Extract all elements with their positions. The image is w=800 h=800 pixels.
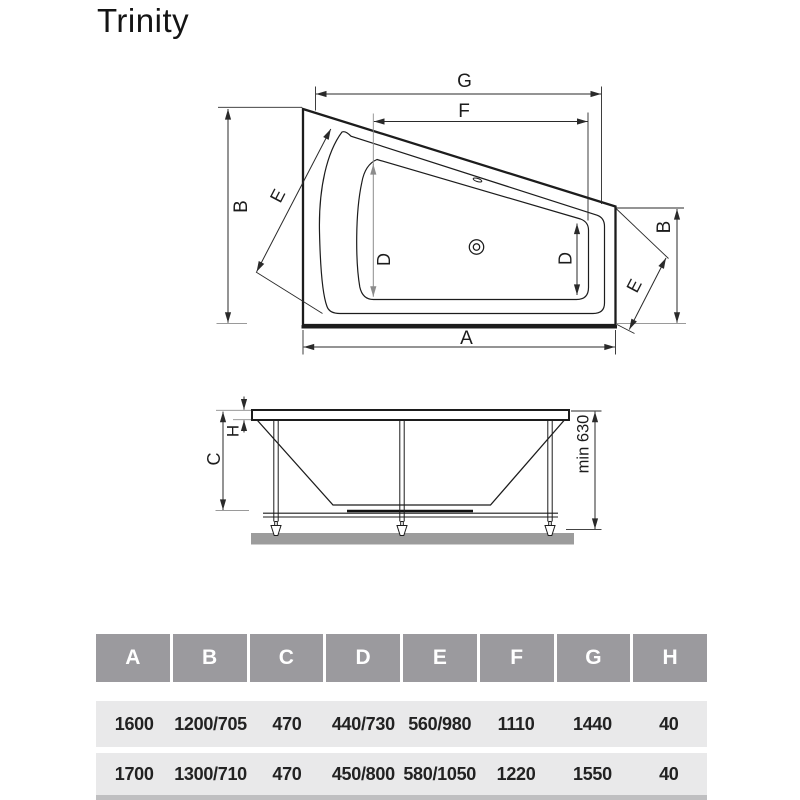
spec-value-cell: 1300/710 (174, 763, 247, 784)
frame-rail (263, 513, 558, 517)
spec-value-cell: 1440 (573, 713, 612, 734)
spec-table-header-row (96, 634, 707, 682)
top-view (217, 71, 687, 355)
dim-f-label: F (458, 101, 470, 122)
header-cell-a: A (96, 634, 170, 682)
spec-value-cell: 1220 (496, 763, 536, 784)
header-cell-e: E (403, 634, 477, 682)
spec-table-next-row-edge (96, 795, 707, 800)
dim-b-left-label: B (231, 200, 252, 213)
dim-c-label: C (204, 452, 224, 466)
spec-table (96, 634, 707, 800)
product-title: Trinity (97, 2, 190, 39)
frame-legs (274, 420, 552, 522)
spec-value-cell: 1110 (497, 713, 535, 734)
side-view (204, 397, 602, 545)
header-cell-d: D (326, 634, 400, 682)
dim-g-label: G (457, 71, 472, 92)
spec-value-cell: 40 (659, 763, 679, 784)
dim-min-height-label: min 630 (574, 414, 593, 474)
dim-e-left-label: E (266, 185, 290, 206)
tub-profile (258, 421, 565, 506)
spec-value-cell: 1200/705 (174, 713, 247, 734)
spec-value-cell: 450/800 (331, 763, 395, 784)
header-cell-b: B (173, 634, 247, 682)
header-cell-c: C (250, 634, 324, 682)
tub-outline (303, 109, 616, 325)
header-cell-f: F (480, 634, 554, 682)
spec-value-cell: 560/980 (408, 713, 472, 734)
dim-d-right-label: D (555, 252, 576, 265)
dim-b-right-label: B (654, 220, 675, 234)
spec-value-cell: 470 (272, 713, 302, 734)
spec-table-row (96, 701, 707, 747)
ground-line (251, 533, 574, 545)
spec-table-row (96, 753, 707, 795)
spec-value-cell: 580/1050 (403, 763, 477, 784)
header-cell-h: H (633, 634, 707, 682)
spec-value-cell: 1600 (114, 713, 154, 734)
spec-value-cell: 470 (272, 763, 302, 784)
header-cell-g: G (557, 634, 631, 682)
spec-value-cell: 440/730 (331, 713, 395, 734)
spec-value-cell: 1550 (573, 763, 612, 784)
spec-value-cell: 40 (659, 713, 679, 734)
dim-h-label: H (223, 424, 243, 438)
dim-d-left-label: D (374, 253, 394, 266)
spec-value-cell: 1700 (114, 763, 154, 784)
dim-a-label: A (460, 328, 473, 349)
dim-e-right-label: E (622, 275, 646, 296)
rim-profile (252, 410, 569, 420)
